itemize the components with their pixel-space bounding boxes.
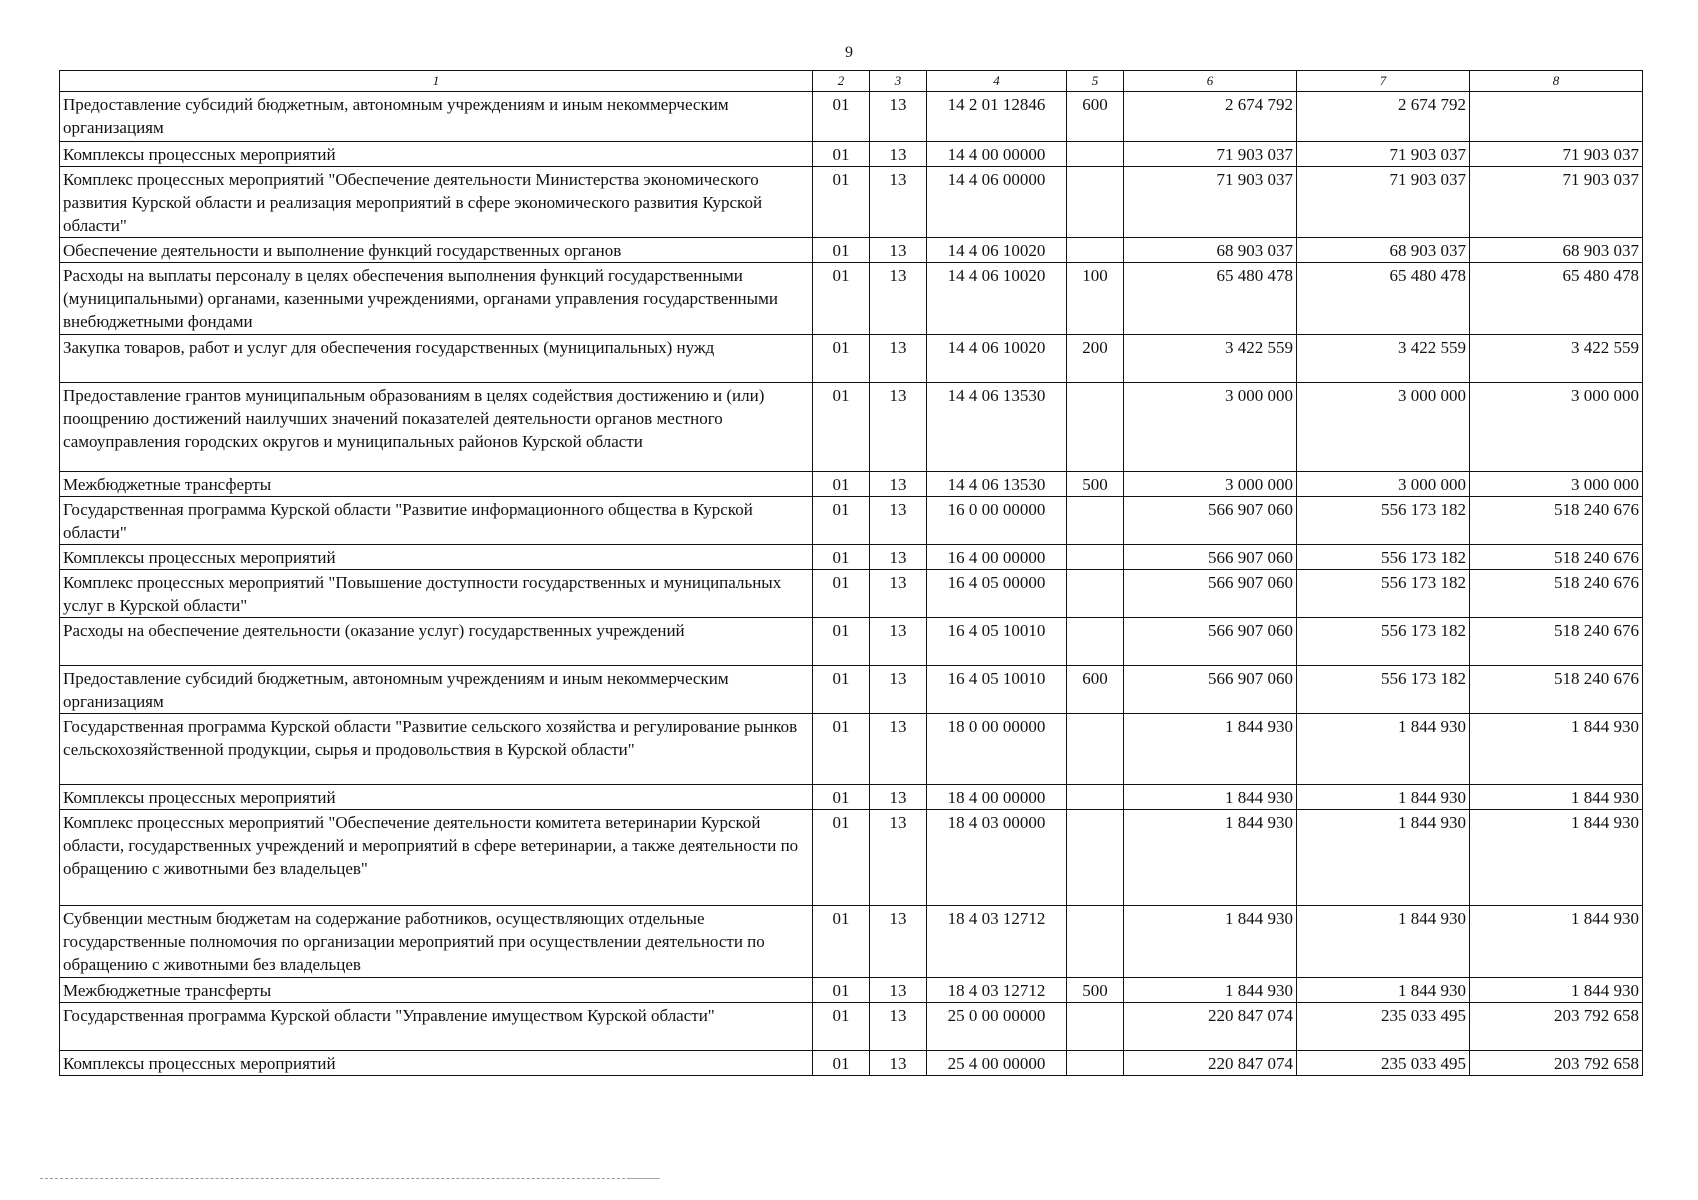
- target-item-cell: 16 0 00 00000: [927, 497, 1067, 545]
- row-name-cell: Субвенции местным бюджетам на содержание работников, осуществляющих отдельные государственные полномочия по организации мероприятий при осуществлении деятельности по обращению с животными без владельцев: [60, 906, 813, 978]
- subsection-code-cell: 13: [870, 906, 927, 978]
- target-item-cell: 25 0 00 00000: [927, 1003, 1067, 1051]
- table-row: [60, 714, 1643, 785]
- table-row: [60, 1051, 1643, 1076]
- amount-cell-8: 518 240 676: [1470, 618, 1643, 666]
- section-code-cell: 01: [813, 335, 870, 383]
- expense-type-cell: [1067, 497, 1124, 545]
- expense-type-cell: [1067, 545, 1124, 570]
- subsection-code-cell: 13: [870, 810, 927, 906]
- row-name-cell: Предоставление грантов муниципальным образованиям в целях содействия достижению и (или) поощрению достижений наилучших значений показателей деятельности органов местного самоуправления городских округов и муниципальных районов Курской области: [60, 383, 813, 472]
- target-item-cell: 14 2 01 12846: [927, 92, 1067, 142]
- amount-cell-6: 1 844 930: [1124, 810, 1297, 906]
- target-item-cell: 14 4 06 00000: [927, 167, 1067, 238]
- row-name-cell: Комплексы процессных мероприятий: [60, 545, 813, 570]
- amount-cell-7: 1 844 930: [1297, 714, 1470, 785]
- section-code-cell: 01: [813, 238, 870, 263]
- column-header-6: 6: [1124, 71, 1297, 92]
- expense-type-cell: [1067, 785, 1124, 810]
- target-item-cell: 14 4 06 10020: [927, 263, 1067, 335]
- section-code-cell: 01: [813, 497, 870, 545]
- row-name-cell: Комплексы процессных мероприятий: [60, 1051, 813, 1076]
- amount-cell-7: 556 173 182: [1297, 545, 1470, 570]
- subsection-code-cell: 13: [870, 785, 927, 810]
- target-item-cell: 16 4 00 00000: [927, 545, 1067, 570]
- amount-cell-8: 518 240 676: [1470, 666, 1643, 714]
- table-row: [60, 238, 1643, 263]
- subsection-code-cell: 13: [870, 714, 927, 785]
- subsection-code-cell: 13: [870, 545, 927, 570]
- subsection-code-cell: 13: [870, 383, 927, 472]
- amount-cell-7: 1 844 930: [1297, 810, 1470, 906]
- amount-cell-6: 566 907 060: [1124, 497, 1297, 545]
- amount-cell-8: 203 792 658: [1470, 1003, 1643, 1051]
- amount-cell-8: 65 480 478: [1470, 263, 1643, 335]
- amount-cell-6: 1 844 930: [1124, 906, 1297, 978]
- section-code-cell: 01: [813, 167, 870, 238]
- row-name-cell: Комплексы процессных мероприятий: [60, 785, 813, 810]
- amount-cell-8: 518 240 676: [1470, 570, 1643, 618]
- target-item-cell: 14 4 06 10020: [927, 335, 1067, 383]
- amount-cell-6: 566 907 060: [1124, 545, 1297, 570]
- row-name-cell: Комплексы процессных мероприятий: [60, 142, 813, 167]
- subsection-code-cell: 13: [870, 263, 927, 335]
- subsection-code-cell: 13: [870, 1051, 927, 1076]
- amount-cell-6: 3 422 559: [1124, 335, 1297, 383]
- section-code-cell: 01: [813, 545, 870, 570]
- amount-cell-8: 3 000 000: [1470, 383, 1643, 472]
- row-name-cell: Государственная программа Курской области "Управление имуществом Курской области": [60, 1003, 813, 1051]
- row-name-cell: Государственная программа Курской области "Развитие сельского хозяйства и регулирование рынков сельскохозяйственной продукции, сырья и продовольствия в Курской области": [60, 714, 813, 785]
- section-code-cell: 01: [813, 714, 870, 785]
- amount-cell-7: 71 903 037: [1297, 142, 1470, 167]
- expense-type-cell: [1067, 238, 1124, 263]
- table-body: [60, 92, 1643, 1076]
- column-header-3: 3: [870, 71, 927, 92]
- amount-cell-7: 3 000 000: [1297, 383, 1470, 472]
- amount-cell-8: 71 903 037: [1470, 167, 1643, 238]
- amount-cell-7: 556 173 182: [1297, 666, 1470, 714]
- row-name-cell: Государственная программа Курской области "Развитие информационного общества в Курской области": [60, 497, 813, 545]
- amount-cell-6: 3 000 000: [1124, 383, 1297, 472]
- subsection-code-cell: 13: [870, 92, 927, 142]
- subsection-code-cell: 13: [870, 978, 927, 1003]
- expense-type-cell: [1067, 906, 1124, 978]
- table-row: [60, 383, 1643, 472]
- scan-edge-mark: [40, 1178, 640, 1179]
- table-row: [60, 618, 1643, 666]
- amount-cell-6: 2 674 792: [1124, 92, 1297, 142]
- table-row: [60, 545, 1643, 570]
- subsection-code-cell: 13: [870, 472, 927, 497]
- section-code-cell: 01: [813, 263, 870, 335]
- amount-cell-6: 1 844 930: [1124, 714, 1297, 785]
- amount-cell-8: 1 844 930: [1470, 906, 1643, 978]
- row-name-cell: Комплекс процессных мероприятий "Обеспечение деятельности Министерства экономического развития Курской области и реализация мероприятий в сфере экономического развития Курской области": [60, 167, 813, 238]
- expense-type-cell: [1067, 1051, 1124, 1076]
- expense-type-cell: [1067, 383, 1124, 472]
- target-item-cell: 16 4 05 10010: [927, 618, 1067, 666]
- table-row: [60, 167, 1643, 238]
- subsection-code-cell: 13: [870, 238, 927, 263]
- section-code-cell: 01: [813, 92, 870, 142]
- table-row: [60, 263, 1643, 335]
- target-item-cell: 18 4 03 12712: [927, 978, 1067, 1003]
- target-item-cell: 18 4 00 00000: [927, 785, 1067, 810]
- row-name-cell: Обеспечение деятельности и выполнение функций государственных органов: [60, 238, 813, 263]
- column-header-7: 7: [1297, 71, 1470, 92]
- expense-type-cell: [1067, 714, 1124, 785]
- amount-cell-6: 65 480 478: [1124, 263, 1297, 335]
- column-header-8: 8: [1470, 71, 1643, 92]
- row-name-cell: Предоставление субсидий бюджетным, автономным учреждениям и иным некоммерческим организациям: [60, 666, 813, 714]
- page-number: 9: [845, 44, 853, 61]
- table-row: [60, 1003, 1643, 1051]
- section-code-cell: 01: [813, 142, 870, 167]
- row-name-cell: Комплекс процессных мероприятий "Обеспечение деятельности комитета ветеринарии Курской области, государственных учреждений и мероприятий в сфере ветеринарии, а также деятельности по обращению с животными без владельцев": [60, 810, 813, 906]
- column-header-1: 1: [60, 71, 813, 92]
- amount-cell-8: 1 844 930: [1470, 810, 1643, 906]
- row-name-cell: Закупка товаров, работ и услуг для обеспечения государственных (муниципальных) нужд: [60, 335, 813, 383]
- amount-cell-6: 68 903 037: [1124, 238, 1297, 263]
- amount-cell-7: 2 674 792: [1297, 92, 1470, 142]
- expense-type-cell: [1067, 167, 1124, 238]
- section-code-cell: 01: [813, 906, 870, 978]
- expense-type-cell: [1067, 570, 1124, 618]
- subsection-code-cell: 13: [870, 666, 927, 714]
- table-row: [60, 906, 1643, 978]
- table-row: [60, 570, 1643, 618]
- amount-cell-8: 1 844 930: [1470, 714, 1643, 785]
- amount-cell-6: 71 903 037: [1124, 142, 1297, 167]
- table-row: [60, 666, 1643, 714]
- target-item-cell: 18 4 03 12712: [927, 906, 1067, 978]
- row-name-cell: Расходы на обеспечение деятельности (оказание услуг) государственных учреждений: [60, 618, 813, 666]
- section-code-cell: 01: [813, 472, 870, 497]
- section-code-cell: 01: [813, 570, 870, 618]
- subsection-code-cell: 13: [870, 497, 927, 545]
- amount-cell-6: 220 847 074: [1124, 1051, 1297, 1076]
- amount-cell-6: 220 847 074: [1124, 1003, 1297, 1051]
- expense-type-cell: 500: [1067, 978, 1124, 1003]
- amount-cell-8: 1 844 930: [1470, 785, 1643, 810]
- expense-type-cell: [1067, 1003, 1124, 1051]
- amount-cell-8: 3 422 559: [1470, 335, 1643, 383]
- table-row: [60, 472, 1643, 497]
- row-name-cell: Комплекс процессных мероприятий "Повышение доступности государственных и муниципальных услуг в Курской области": [60, 570, 813, 618]
- amount-cell-8: 3 000 000: [1470, 472, 1643, 497]
- amount-cell-6: 566 907 060: [1124, 666, 1297, 714]
- target-item-cell: 16 4 05 00000: [927, 570, 1067, 618]
- target-item-cell: 14 4 06 10020: [927, 238, 1067, 263]
- table-row: [60, 978, 1643, 1003]
- amount-cell-6: 1 844 930: [1124, 785, 1297, 810]
- table-header: [60, 71, 1643, 92]
- table-row: [60, 92, 1643, 142]
- expense-type-cell: 600: [1067, 92, 1124, 142]
- expense-type-cell: 500: [1067, 472, 1124, 497]
- header-row: [60, 71, 1643, 92]
- amount-cell-6: 3 000 000: [1124, 472, 1297, 497]
- subsection-code-cell: 13: [870, 335, 927, 383]
- amount-cell-6: 566 907 060: [1124, 570, 1297, 618]
- scan-edge-mark: [630, 1178, 660, 1179]
- amount-cell-7: 1 844 930: [1297, 785, 1470, 810]
- section-code-cell: 01: [813, 978, 870, 1003]
- amount-cell-7: 1 844 930: [1297, 978, 1470, 1003]
- amount-cell-8: 203 792 658: [1470, 1051, 1643, 1076]
- expense-type-cell: 200: [1067, 335, 1124, 383]
- table-row: [60, 142, 1643, 167]
- table-row: [60, 335, 1643, 383]
- target-item-cell: 18 4 03 00000: [927, 810, 1067, 906]
- section-code-cell: 01: [813, 618, 870, 666]
- section-code-cell: 01: [813, 785, 870, 810]
- row-name-cell: Межбюджетные трансферты: [60, 978, 813, 1003]
- expense-type-cell: [1067, 618, 1124, 666]
- table-row: [60, 810, 1643, 906]
- table-row: [60, 497, 1643, 545]
- subsection-code-cell: 13: [870, 142, 927, 167]
- subsection-code-cell: 13: [870, 618, 927, 666]
- amount-cell-8: [1470, 92, 1643, 142]
- row-name-cell: Межбюджетные трансферты: [60, 472, 813, 497]
- target-item-cell: 14 4 00 00000: [927, 142, 1067, 167]
- table-row: [60, 785, 1643, 810]
- amount-cell-7: 68 903 037: [1297, 238, 1470, 263]
- amount-cell-8: 518 240 676: [1470, 545, 1643, 570]
- target-item-cell: 25 4 00 00000: [927, 1051, 1067, 1076]
- amount-cell-7: 1 844 930: [1297, 906, 1470, 978]
- expense-type-cell: [1067, 810, 1124, 906]
- column-header-5: 5: [1067, 71, 1124, 92]
- expense-type-cell: 600: [1067, 666, 1124, 714]
- target-item-cell: 14 4 06 13530: [927, 472, 1067, 497]
- subsection-code-cell: 13: [870, 570, 927, 618]
- amount-cell-6: 566 907 060: [1124, 618, 1297, 666]
- subsection-code-cell: 13: [870, 167, 927, 238]
- amount-cell-7: 65 480 478: [1297, 263, 1470, 335]
- amount-cell-6: 1 844 930: [1124, 978, 1297, 1003]
- budget-table: [59, 70, 1643, 1076]
- amount-cell-8: 71 903 037: [1470, 142, 1643, 167]
- row-name-cell: Расходы на выплаты персоналу в целях обеспечения выполнения функций государственными (муниципальными) органами, казенными учреждениями, органами управления государственными внебюджетными фондами: [60, 263, 813, 335]
- column-header-2: 2: [813, 71, 870, 92]
- target-item-cell: 16 4 05 10010: [927, 666, 1067, 714]
- section-code-cell: 01: [813, 1051, 870, 1076]
- amount-cell-7: 3 422 559: [1297, 335, 1470, 383]
- target-item-cell: 14 4 06 13530: [927, 383, 1067, 472]
- subsection-code-cell: 13: [870, 1003, 927, 1051]
- expense-type-cell: 100: [1067, 263, 1124, 335]
- amount-cell-7: 556 173 182: [1297, 570, 1470, 618]
- section-code-cell: 01: [813, 383, 870, 472]
- amount-cell-7: 556 173 182: [1297, 497, 1470, 545]
- amount-cell-7: 71 903 037: [1297, 167, 1470, 238]
- expense-type-cell: [1067, 142, 1124, 167]
- amount-cell-8: 1 844 930: [1470, 978, 1643, 1003]
- amount-cell-7: 235 033 495: [1297, 1003, 1470, 1051]
- amount-cell-8: 518 240 676: [1470, 497, 1643, 545]
- amount-cell-7: 556 173 182: [1297, 618, 1470, 666]
- row-name-cell: Предоставление субсидий бюджетным, автономным учреждениям и иным некоммерческим организациям: [60, 92, 813, 142]
- section-code-cell: 01: [813, 1003, 870, 1051]
- amount-cell-8: 68 903 037: [1470, 238, 1643, 263]
- amount-cell-6: 71 903 037: [1124, 167, 1297, 238]
- section-code-cell: 01: [813, 666, 870, 714]
- amount-cell-7: 3 000 000: [1297, 472, 1470, 497]
- target-item-cell: 18 0 00 00000: [927, 714, 1067, 785]
- column-header-4: 4: [927, 71, 1067, 92]
- amount-cell-7: 235 033 495: [1297, 1051, 1470, 1076]
- section-code-cell: 01: [813, 810, 870, 906]
